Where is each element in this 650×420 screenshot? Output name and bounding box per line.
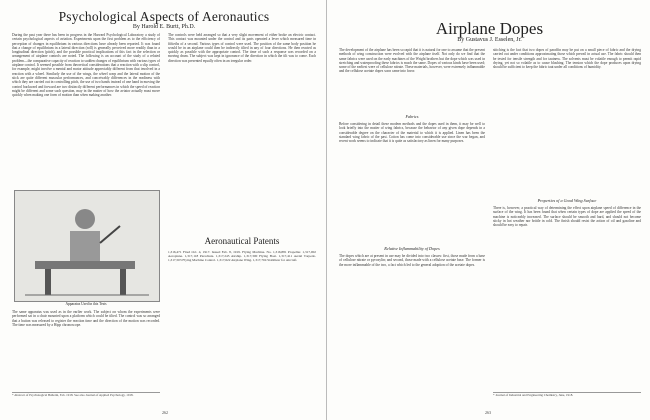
- page-number: 262: [162, 410, 168, 415]
- footnote: * Abstract of Psychological Bulletin, Feb. 1918. See also Journal of Applied Psychology, 1918.: [12, 392, 160, 398]
- subhead: Relative Inflammability of Dopes: [384, 246, 440, 251]
- article-author: By Harold E. Burtt, Ph.D.: [132, 24, 196, 30]
- article-column-text: There is, however, a practical way of determining the effect upon airplane speed of difference in the surface of the wing. It has been found that when certain types of dope are applied the speed of the machine is noticeably increased. The surface should be smooth and hard, and should not become sticky in hot weather nor brittle in cold. The finish should resist the action of oil and gasoline and should be easy to repair.: [493, 206, 641, 228]
- apparatus-figure: [14, 190, 160, 302]
- page-number: 263: [485, 410, 491, 415]
- article-column-text: The same apparatus was used as in the earlier work. The subject on whom the experiments were performed sat in a chair mounted upon a platform which could be tilted. The control was so arranged that a button was released to register the reaction time and the direction of the motion was recorded. The time was measured by a Hipp chronoscope.: [12, 310, 160, 327]
- article-title: Airplane Dopes: [435, 19, 544, 38]
- figure-caption: Apparatus Used in this Tests: [65, 302, 107, 306]
- article-author: By Gustavus J. Esselen, Jr.: [457, 37, 522, 43]
- patent-list: 1,316,471 Fired Oct. 4, 1917. Issued Feb. 8, 1919. Flying Machine. No. 1,316,881 Propeller. 1,317,002 Aeroplane. 1,317,118 Parachute. 1,317,245 Airship. 1,317,300 Flying Boat. 1,317,411 Aerial Torpedo. 1,317,503 Flying Machine Control. 1,317,622 Airplane Wing. 1,317,704 Stabilizer for Aircraft.: [168, 250, 316, 262]
- article-column-text: Before considering in detail these modern methods and the dopes used in them, it may be well to look briefly into the matter of wing fabrics, because the behavior of any given dope depends in a considerable degree on the character of the material to which it is applied. Linen has been the standard wing fabric of the past. Cotton has come into considerable use since the war began, and recent work seems to indicate that it is quite as satisfactory as linen for many purposes.: [339, 122, 485, 144]
- article-column-text: The controls were held arranged so that a very slight movement of either broke an electric contact. This contact was mounted under the control and its parts operated a lever which measured time in fiftieths of a second. Various types of control were used. The position of the same body position he would be in an airplane could then be indirectly tilted in any of four directions. He then reacted as quickly as possible with the appropriate control. The time of such a response was recorded on a moving drum. The subject was kept in ignorance of the direction in which the tilt was to come. Each direction was presented equally often in an irregular order.: [168, 33, 316, 63]
- article-column-text: stitching is the fact that two dopes of paraffin may be put on a small piece of fabric and the drying carried out under conditions approximating those which prevail in actual use. The fabric should then be tested for tensile strength and for tautness. The solvents must be volatile enough to permit rapid drying, yet not so volatile as to cause blushing. The tension which the dope produces upon drying should be sufficient to keep the fabric taut under all conditions of humidity.: [493, 48, 641, 70]
- subhead: Fabrics: [405, 114, 419, 119]
- article-column-text: During the past year there has been in progress in the Harvard Psychological Laboratory a study of certain psychological aspects of aviation. Experiments upon the first problem as to the efficiency of perception of changes in equilibrium in various directions have already been reported. It was found that a change of equilibrium in a lateral direction (roll) is generally perceived more readily than in a longitudinal direction (pitch), and the possible practical implications of this fact in the selection or arrangement of airplane controls are noted. The following is an account of the study of a related problem—the comparative capacity of reaction to sudden changes of equilibrium with various types of airplane control. It seemed possible from theoretical considerations that a reaction with a slip control, for example, might involve a mental and motor attitude appreciably different from that involved in a reaction with a wheel. Similarly the use of the wings, the wheel warp and the lateral motion of the stick are quite different muscular performances, and conceivably differences in the readiness with which they are carried out in controlling pitch, the use of two hands instead of one hand in moving the control backward and forward are two distinctly different performances in which the speed of reaction might be different and some such question, may in the matter of how the aviator actually must move quickly when making one form of motion than when making another.: [12, 33, 160, 98]
- footnote: * Journal of Industrial and Engineering Chemistry, June, 1918.: [493, 392, 641, 398]
- article-column-text: The development of the airplane has been so rapid that it is natural for one to assume that the present methods of wing construction were evolved with the airplane itself. Not only do we find that the same fabrics were used on the early machines of the Wright brothers but the dope which was used in stretching and waterproofing these fabrics is much the same. Dopes of various kinds have been used; some of the earliest were of cellulose nitrate. These materials, however, were extremely inflammable and the cellulose acetate dopes soon came into favor.: [339, 48, 485, 74]
- article-column-text: The dopes which are at present in use may be divided into two classes: first, those made from a base of cellulose nitrate or pyroxylin; and second, those made with a cellulose acetate base. The former is the more inflammable of the two, a fact which led to the general adoption of the acetate dopes.: [339, 254, 485, 267]
- section-heading: Aeronautical Patents: [204, 236, 280, 246]
- subhead: Properties of a Good Wing Surface: [537, 198, 597, 203]
- right-page: [327, 0, 650, 420]
- article-title: Psychological Aspects of Aeronautics: [58, 9, 270, 24]
